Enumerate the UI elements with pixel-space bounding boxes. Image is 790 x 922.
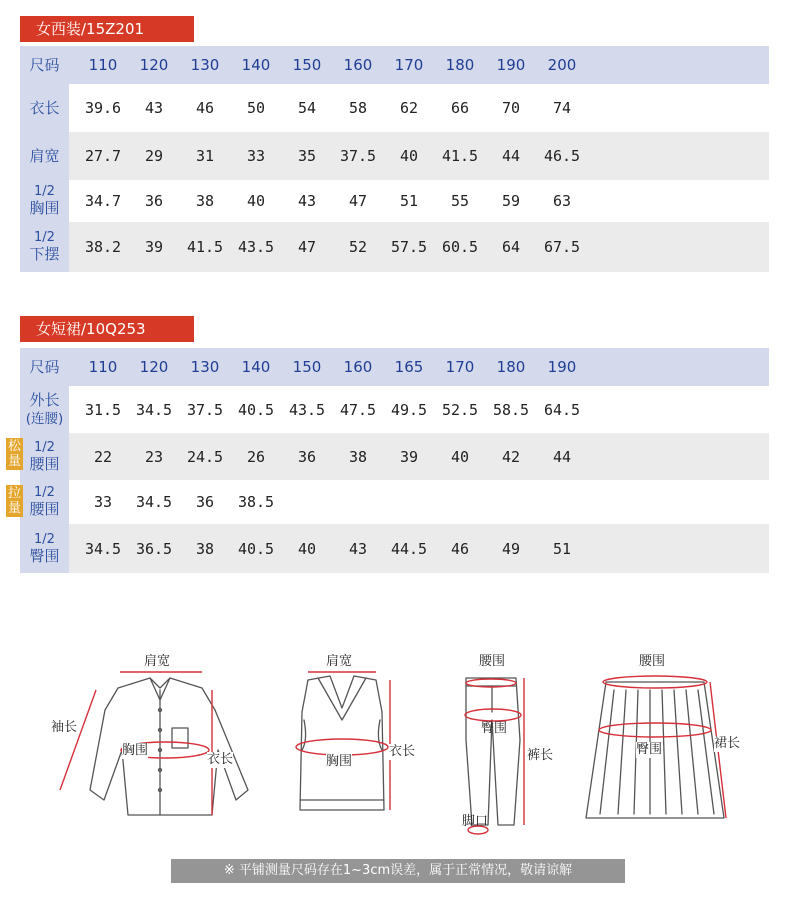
table-cell: 58	[348, 99, 368, 117]
header-cell: 120	[139, 358, 169, 376]
table-row	[20, 524, 769, 573]
table-cell: 37.5	[339, 147, 377, 165]
table-cell: 39	[399, 447, 419, 466]
table-cell: 43	[348, 539, 368, 558]
table-cell: 47	[348, 192, 368, 210]
suit-table-title: 女西装/15Z201	[20, 16, 194, 42]
table-cell: 23	[144, 447, 164, 466]
table-cell: 66	[450, 99, 470, 117]
table-cell: 31.5	[84, 400, 122, 419]
shirt-illustration	[90, 678, 248, 815]
table-cell: 49.5	[390, 400, 428, 419]
row-label: 1/2 腰围	[20, 433, 69, 480]
header-cell: 130	[190, 56, 220, 74]
table-cell: 29	[144, 147, 164, 165]
table-cell: 47	[297, 238, 317, 256]
table-cell: 42	[501, 447, 521, 466]
table-cell: 40	[297, 539, 317, 558]
header-cell: 150	[292, 56, 322, 74]
table-cell: 24.5	[186, 447, 224, 466]
table-cell: 36	[195, 493, 215, 511]
header-cell: 130	[190, 358, 220, 376]
table-cell: 59	[501, 192, 521, 210]
table-cell: 38	[348, 447, 368, 466]
table-cell: 52	[348, 238, 368, 256]
table-cell: 38	[195, 192, 215, 210]
pants-hip-label: 臀围	[481, 721, 508, 736]
table-cell: 35	[297, 147, 317, 165]
table-cell: 34.5	[84, 539, 122, 558]
table-cell: 22	[93, 447, 113, 466]
table-cell: 51	[552, 539, 572, 558]
table-cell: 40	[246, 192, 266, 210]
header-cell: 120	[139, 56, 169, 74]
table-cell: 50	[246, 99, 266, 117]
header-cell: 150	[292, 358, 322, 376]
table-cell: 64.5	[543, 400, 581, 419]
table-cell: 39.6	[84, 99, 122, 117]
skirt-table-title: 女短裙/10Q253	[20, 316, 194, 342]
table-cell: 27.7	[84, 147, 122, 165]
pants-waist-label: 腰围	[479, 654, 506, 669]
header-cell: 170	[394, 56, 424, 74]
row-label: 1/2 胸围	[20, 180, 69, 222]
skirt-hip-label: 臀围	[636, 742, 663, 757]
shirt-length-label: 衣长	[207, 752, 234, 767]
vest-illustration	[300, 676, 384, 810]
header-cell: 170	[445, 358, 475, 376]
loose-measure-badge: 松 量	[7, 439, 21, 469]
table-row	[20, 386, 769, 433]
table-cell: 38.2	[84, 238, 122, 256]
stretch-measure-badge: 拉 量	[7, 486, 21, 516]
table-cell	[485, 480, 537, 524]
pants-hem-label: 脚口	[462, 814, 489, 829]
pants-length-label: 裤长	[527, 748, 554, 763]
header-cell: 180	[445, 56, 475, 74]
table-cell: 26	[246, 447, 266, 466]
row-label: 尺码	[20, 348, 69, 386]
skirt-length-label: 裙长	[714, 736, 741, 751]
table-cell: 64	[501, 238, 521, 256]
table-cell: 43	[297, 192, 317, 210]
suit-size-table	[20, 46, 769, 272]
table-cell: 52.5	[441, 400, 479, 419]
table-cell: 46	[450, 539, 470, 558]
table-cell: 38.5	[237, 493, 275, 511]
table-cell: 34.5	[135, 493, 173, 511]
table-cell: 43.5	[288, 400, 326, 419]
table-cell: 55	[450, 192, 470, 210]
table-cell: 34.7	[84, 192, 122, 210]
row-label: 1/2 臀围	[20, 524, 69, 573]
table-cell: 36	[297, 447, 317, 466]
row-label: 尺码	[20, 46, 69, 84]
table-row	[20, 84, 769, 132]
table-cell: 37.5	[186, 400, 224, 419]
table-row	[20, 480, 769, 524]
table-header-row	[20, 46, 769, 84]
table-cell	[383, 480, 435, 524]
header-cell: 190	[547, 358, 577, 376]
table-cell: 38	[195, 539, 215, 558]
table-cell: 41.5	[186, 238, 224, 256]
table-cell: 44	[501, 147, 521, 165]
vest-length-label: 衣长	[389, 744, 416, 759]
table-cell: 40	[450, 447, 470, 466]
row-label: 1/2 腰围	[20, 480, 69, 524]
table-cell: 58.5	[492, 400, 530, 419]
table-row	[20, 180, 769, 222]
pants-illustration	[466, 678, 520, 825]
table-cell: 62	[399, 99, 419, 117]
table-cell: 63	[552, 192, 572, 210]
header-cell: 160	[343, 56, 373, 74]
table-cell: 33	[246, 147, 266, 165]
header-cell: 200	[547, 56, 577, 74]
table-cell: 39	[144, 238, 164, 256]
table-cell: 46	[195, 99, 215, 117]
table-cell: 46.5	[543, 147, 581, 165]
table-cell: 34.5	[135, 400, 173, 419]
measurement-disclaimer: ※ 平铺测量尺码存在1~3cm误差，属于正常情况，敬请谅解	[171, 859, 625, 883]
table-cell	[434, 480, 486, 524]
header-cell: 110	[88, 358, 118, 376]
shirt-chest-label: 胸围	[122, 743, 149, 758]
measurement-diagrams	[0, 650, 790, 850]
table-row	[20, 433, 769, 480]
table-cell: 41.5	[441, 147, 479, 165]
skirt-size-table	[20, 348, 769, 573]
skirt-waist-label: 腰围	[639, 654, 666, 669]
table-cell: 74	[552, 99, 572, 117]
header-cell: 140	[241, 358, 271, 376]
table-cell: 49	[501, 539, 521, 558]
header-cell: 180	[496, 358, 526, 376]
table-cell: 60.5	[441, 238, 479, 256]
table-cell: 31	[195, 147, 215, 165]
header-cell: 190	[496, 56, 526, 74]
table-cell: 54	[297, 99, 317, 117]
vest-chest-label: 胸围	[326, 754, 353, 769]
shirt-shoulder-label: 肩宽	[144, 654, 171, 669]
row-label: 肩宽	[20, 132, 69, 180]
row-label: 外长 (连腰)	[20, 386, 69, 433]
table-row	[20, 132, 769, 180]
table-cell	[536, 480, 588, 524]
table-cell: 47.5	[339, 400, 377, 419]
table-cell: 36	[144, 192, 164, 210]
table-cell: 44	[552, 447, 572, 466]
table-cell	[281, 480, 333, 524]
table-cell: 67.5	[543, 238, 581, 256]
header-cell: 165	[394, 358, 424, 376]
table-cell: 40.5	[237, 400, 275, 419]
header-cell: 140	[241, 56, 271, 74]
row-label: 衣长	[20, 84, 69, 132]
table-cell: 57.5	[390, 238, 428, 256]
shirt-sleeve-label: 袖长	[51, 720, 78, 735]
header-cell: 110	[88, 56, 118, 74]
table-cell: 44.5	[390, 539, 428, 558]
table-cell: 43.5	[237, 238, 275, 256]
vest-shoulder-label: 肩宽	[326, 654, 353, 669]
table-cell: 36.5	[135, 539, 173, 558]
header-cell: 160	[343, 358, 373, 376]
table-cell: 70	[501, 99, 521, 117]
table-cell	[332, 480, 384, 524]
table-cell: 43	[144, 99, 164, 117]
table-cell: 40	[399, 147, 419, 165]
table-row	[20, 222, 769, 272]
table-cell: 51	[399, 192, 419, 210]
table-cell: 33	[93, 493, 113, 511]
row-label: 1/2 下摆	[20, 222, 69, 272]
table-header-row	[20, 348, 769, 386]
table-cell: 40.5	[237, 539, 275, 558]
